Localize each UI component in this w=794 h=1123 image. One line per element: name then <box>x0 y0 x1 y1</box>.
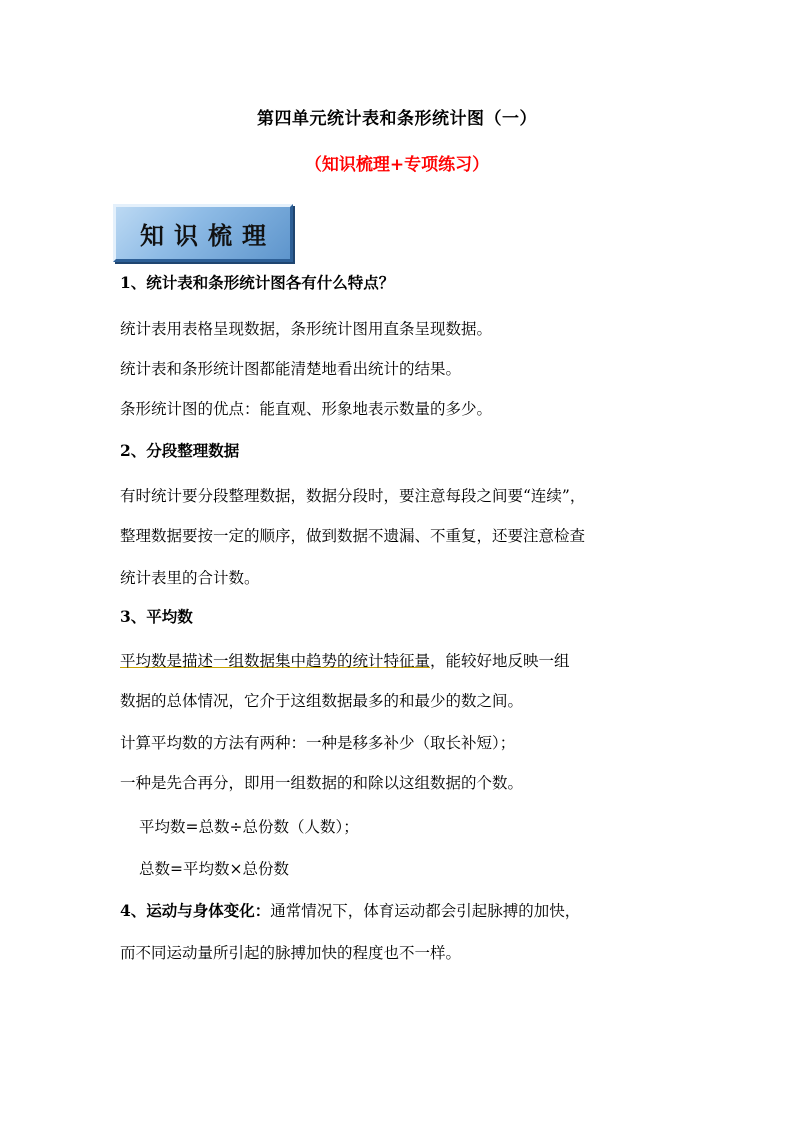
formula-2: 总数=平均数×总份数 <box>139 860 289 878</box>
paragraph-3-4: 一种是先合再分，即用一组数据的和除以这组数据的个数。 <box>120 774 524 792</box>
heading-1: 1、统计表和条形统计图各有什么特点？ <box>120 273 395 292</box>
paragraph-1-1: 统计表用表格呈现数据，条形统计图用直条呈现数据。 <box>120 320 493 338</box>
section-banner <box>113 204 293 262</box>
heading-4: 4、运动与身体变化： <box>120 901 271 920</box>
section-banner-label: 知识梳理 <box>140 220 276 250</box>
underlined-term: 平均数是描述一组数据集中趋势的统计特征量 <box>120 652 431 670</box>
page-title: 第四单元统计表和条形统计图（一） <box>257 109 537 129</box>
paragraph-3-2: 数据的总体情况，它介于这组数据最多的和最少的数之间。 <box>120 692 524 710</box>
paragraph-1-3: 条形统计图的优点：能直观、形象地表示数量的多少。 <box>120 400 493 418</box>
paragraph-4-2: 而不同运动量所引起的脉搏加快的程度也不一样。 <box>120 944 462 962</box>
paragraph-4-1-text: 通常情况下，体育运动都会引起脉搏的加快， <box>270 902 581 920</box>
paragraph-3-3: 计算平均数的方法有两种：一种是移多补少（取长补短）； <box>120 734 516 752</box>
page-subtitle: （知识梳理+专项练习） <box>304 155 490 175</box>
heading-2: 2、分段整理数据 <box>120 441 240 460</box>
paragraph-2-3: 统计表里的合计数。 <box>120 569 260 587</box>
paragraph-1-2: 统计表和条形统计图都能清楚地看出统计的结果。 <box>120 360 462 378</box>
paragraph-3-1-tail: ，能较好地反映一组 <box>430 652 570 670</box>
paragraph-2-2: 整理数据要按一定的顺序，做到数据不遗漏、不重复，还要注意检查 <box>120 527 586 545</box>
heading-3: 3、平均数 <box>120 607 193 626</box>
paragraph-4-1 <box>120 899 580 921</box>
formula-1: 平均数=总数÷总份数（人数）； <box>139 818 359 836</box>
paragraph-3-1 <box>120 649 570 671</box>
paragraph-2-1: 有时统计要分段整理数据，数据分段时，要注意每段之间要“连续”， <box>120 487 586 505</box>
